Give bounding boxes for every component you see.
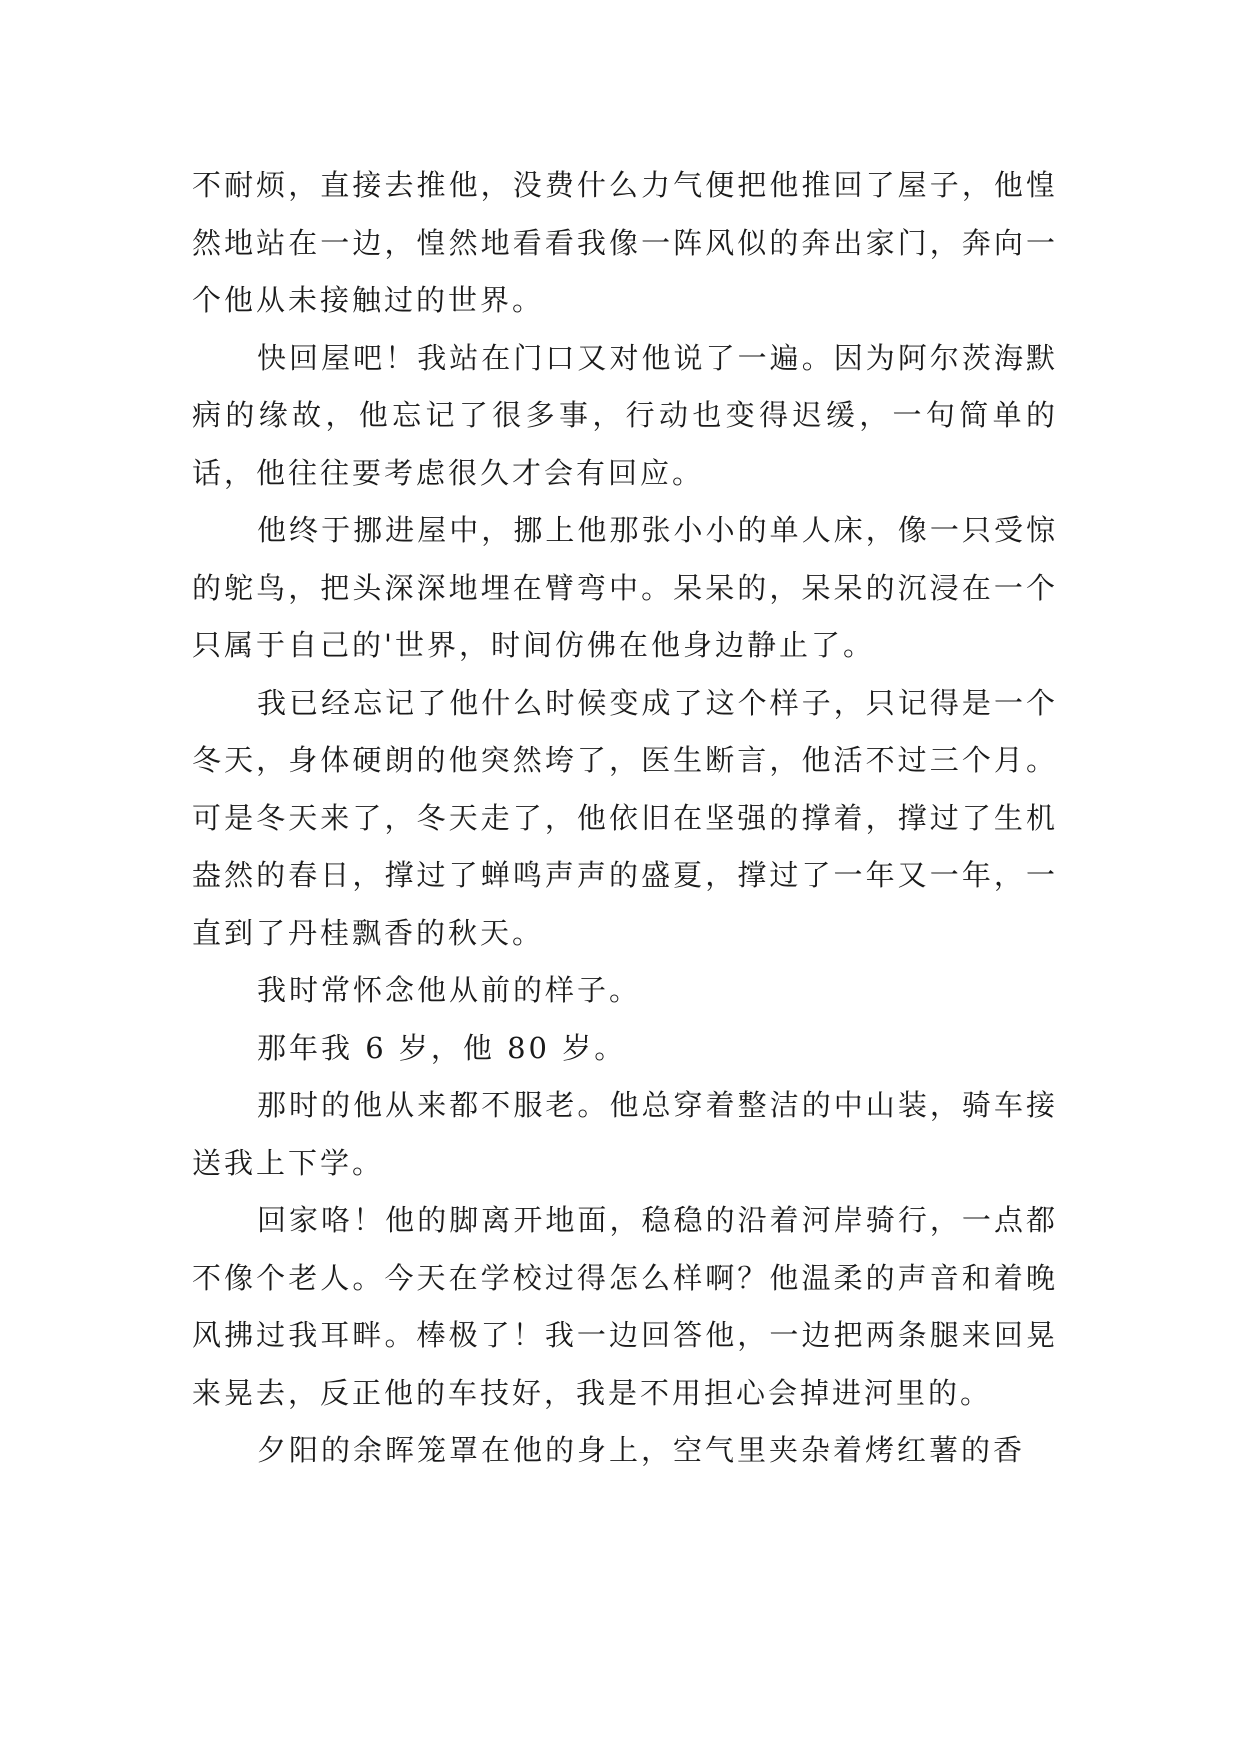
paragraph-3: 他终于挪进屋中，挪上他那张小小的单人床，像一只受惊的鸵鸟，把头深深地埋在臂弯中。呆呆的，呆呆的沉浸在一个只属于自己的'世界，时间仿佛在他身边静止了。 bbox=[192, 513, 1058, 662]
paragraph-1: 不耐烦，直接去推他，没费什么力气便把他推回了屋子，他惶然地站在一边，惶然地看看我像一阵风似的奔出家门，奔向一个他从未接触过的世界。 bbox=[192, 168, 1058, 317]
body-text bbox=[192, 157, 1058, 1480]
paragraph-9: 夕阳的余晖笼罩在他的身上，空气里夹杂着烤红薯的香 bbox=[257, 1433, 1026, 1467]
paragraph-5: 我时常怀念他从前的样子。 bbox=[257, 973, 642, 1007]
paragraph-6: 那年我 6 岁，他 80 岁。 bbox=[257, 1030, 627, 1065]
paragraph-8: 回家咯！他的脚离开地面，稳稳的沿着河岸骑行，一点都不像个老人。今天在学校过得怎么样啊？他温柔的声音和着晚风拂过我耳畔。棒极了！我一边回答他，一边把两条腿来回晃来晃去，反正他的车技好，我是不用担心会掉进河里的。 bbox=[192, 1203, 1058, 1410]
paragraph-7: 那时的他从来都不服老。他总穿着整洁的中山装，骑车接送我上下学。 bbox=[192, 1088, 1058, 1180]
paragraph-4: 我已经忘记了他什么时候变成了这个样子，只记得是一个冬天，身体硬朗的他突然垮了，医生断言，他活不过三个月。可是冬天来了，冬天走了，他依旧在坚强的撑着，撑过了生机盎然的春日，撑过了蝉鸣声声的盛夏，撑过了一年又一年，一直到了丹桂飘香的秋天。 bbox=[192, 685, 1058, 950]
paragraph-2: 快回屋吧！我站在门口又对他说了一遍。因为阿尔茨海默病的缘故，他忘记了很多事，行动也变得迟缓，一句简单的话，他往往要考虑很久才会有回应。 bbox=[192, 340, 1058, 490]
